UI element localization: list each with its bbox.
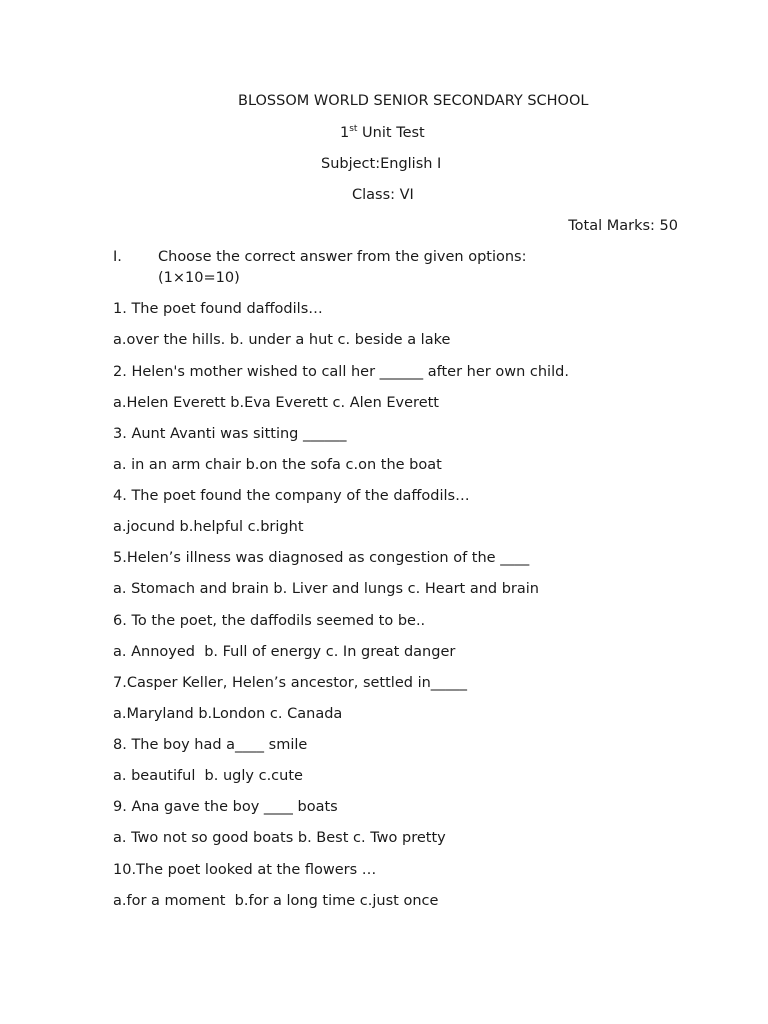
section-marks: (1×10=10) (158, 270, 240, 286)
question-text: 9. Ana gave the boy ____ boats (113, 799, 338, 815)
question-options: a. in an arm chair b.on the sofa c.on the boat (113, 457, 442, 473)
question-text: 2. Helen's mother wished to call her ______ after her own child. (113, 364, 569, 380)
class-line: Class: VI (352, 187, 414, 203)
question-text: 4. The poet found the company of the daffodils… (113, 488, 470, 504)
question-text: 10.The poet looked at the flowers … (113, 862, 377, 878)
question-options: a.over the hills. b. under a hut c. beside a lake (113, 332, 451, 348)
section-instruction: Choose the correct answer from the given options: (158, 249, 527, 265)
question-options: a. Annoyed b. Full of energy c. In great danger (113, 644, 456, 660)
question-text: 7.Casper Keller, Helen’s ancestor, settled in_____ (113, 675, 468, 691)
total-marks: Total Marks: 50 (568, 218, 678, 234)
question-options: a. Two not so good boats b. Best c. Two pretty (113, 830, 446, 846)
school-name: BLOSSOM WORLD SENIOR SECONDARY SCHOOL (238, 93, 589, 109)
question-text: 8. The boy had a____ smile (113, 737, 308, 753)
test-title (340, 124, 425, 142)
question-options: a.jocund b.helpful c.bright (113, 519, 304, 535)
question-text: 3. Aunt Avanti was sitting ______ (113, 426, 347, 442)
subject-line: Subject:English I (321, 156, 442, 172)
question-options: a. Stomach and brain b. Liver and lungs c. Heart and brain (113, 581, 539, 597)
question-text: 6. To the poet, the daffodils seemed to be.. (113, 613, 426, 629)
question-options: a.for a moment b.for a long time c.just once (113, 893, 439, 909)
question-options: a.Maryland b.London c. Canada (113, 706, 343, 722)
question-options: a.Helen Everett b.Eva Everett c. Alen Everett (113, 395, 439, 411)
question-options: a. beautiful b. ugly c.cute (113, 768, 303, 784)
test-number: 1 (340, 125, 350, 141)
question-text: 5.Helen’s illness was diagnosed as congestion of the ____ (113, 550, 530, 566)
question-text: 1. The poet found daffodils… (113, 301, 323, 317)
test-number-suffix: st (349, 124, 358, 134)
section-number: I. (113, 249, 122, 265)
test-title-rest: Unit Test (357, 125, 425, 141)
